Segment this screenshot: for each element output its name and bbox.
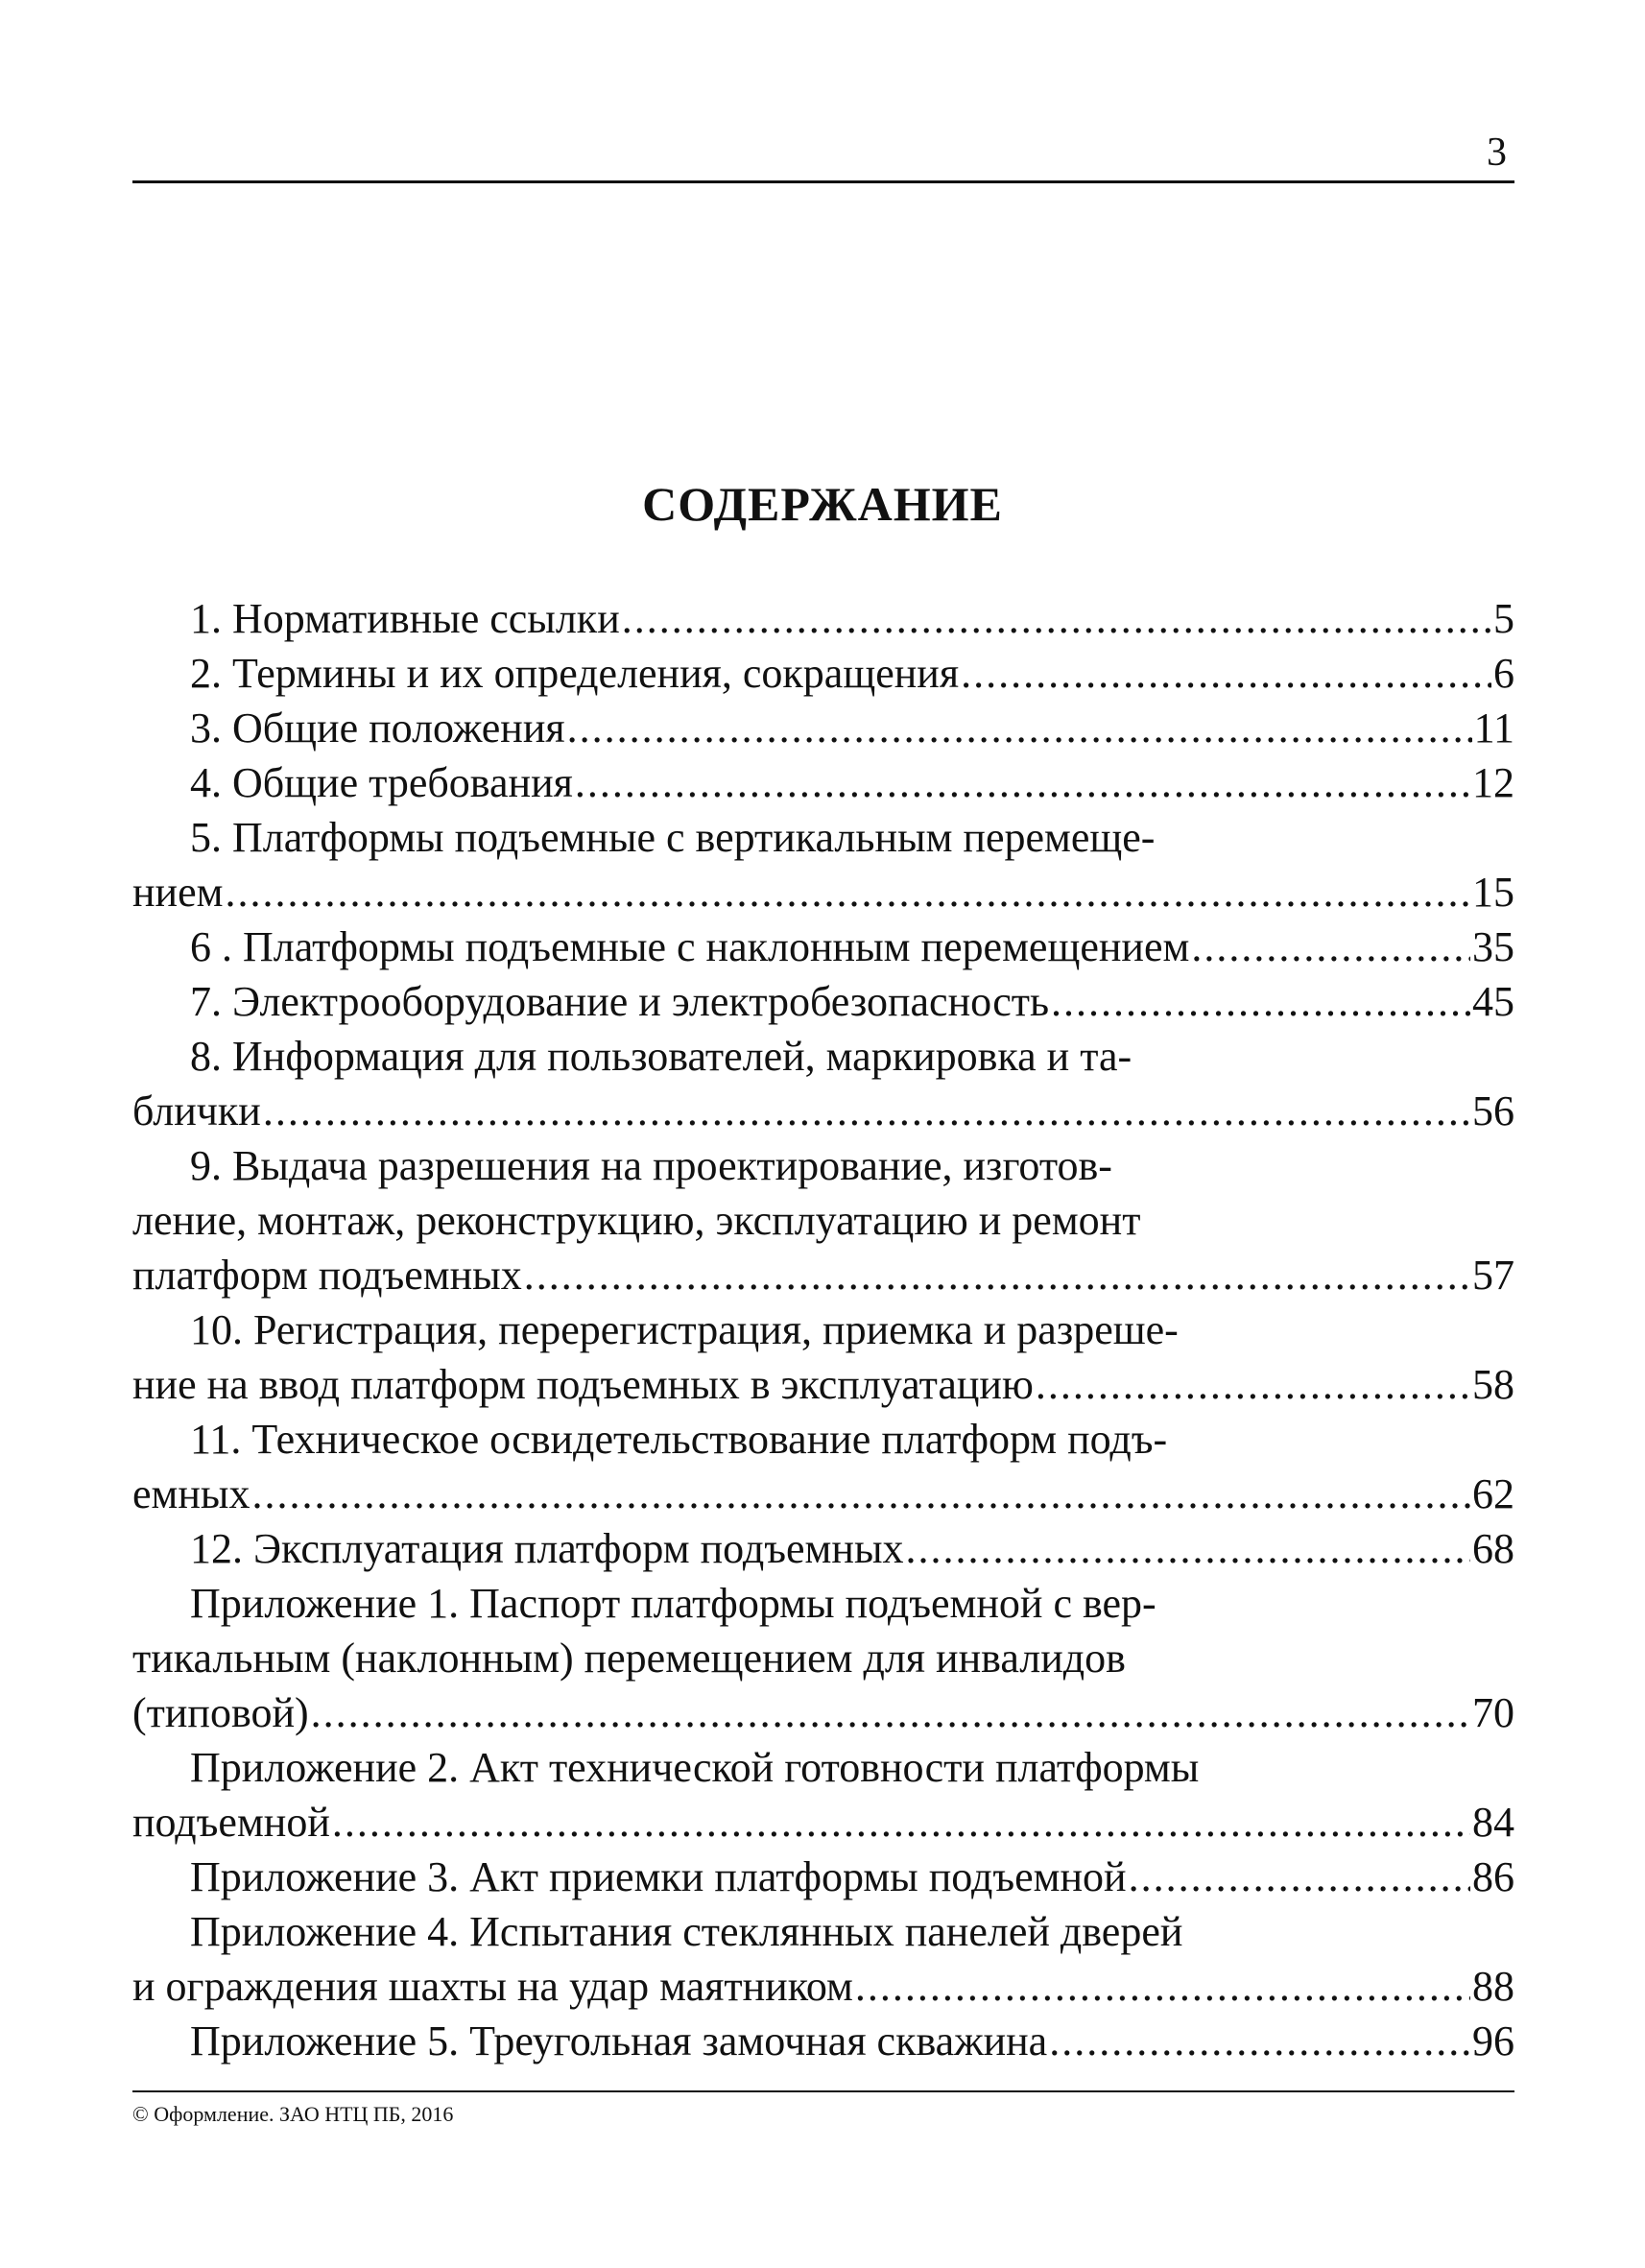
toc-entry-text: подъемной xyxy=(132,1799,330,1846)
toc-page-number: 88 xyxy=(1472,1963,1514,2010)
toc-entry-text: ние на ввод платформ подъемных в эксплуатацию xyxy=(132,1361,1034,1408)
dot-leader xyxy=(251,1467,1470,1521)
toc-entry-line: Приложение 4. Испытания стеклянных панелей дверей xyxy=(190,1908,1183,1955)
toc-entry-line: Приложение 2. Акт технической готовности платформы xyxy=(190,1744,1200,1791)
toc-entry-line: 9. Выдача разрешения на проектирование, изготов- xyxy=(190,1142,1112,1189)
dot-leader xyxy=(263,1084,1470,1138)
toc-page-number: 5 xyxy=(1493,595,1514,642)
toc-entry xyxy=(132,810,1514,919)
toc-page-number: 35 xyxy=(1472,923,1514,970)
toc-entry-line: 11. Техническое освидетельствование платформ подъ- xyxy=(190,1416,1168,1463)
toc-entry xyxy=(132,1850,1514,1904)
toc-entry-text: 2. Термины и их определения, сокращения xyxy=(190,650,960,697)
toc-entry-line: 8. Информация для пользователей, маркировка и та- xyxy=(190,1033,1132,1080)
toc-entry-row xyxy=(132,1084,1514,1138)
toc-entry-row xyxy=(132,974,1514,1029)
dot-leader xyxy=(567,701,1472,755)
toc-entry-text: (типовой) xyxy=(132,1689,309,1736)
header-rule xyxy=(132,180,1514,183)
toc-entry-row xyxy=(132,919,1514,974)
toc-entry xyxy=(132,1521,1514,1576)
toc-page-number: 15 xyxy=(1472,869,1514,916)
toc-entry-line: ление, монтаж, реконструкцию, эксплуатацию и ремонт xyxy=(132,1197,1141,1244)
toc-entry xyxy=(132,591,1514,646)
page-title: СОДЕРЖАНИЕ xyxy=(642,477,1003,531)
toc-page-number: 62 xyxy=(1472,1470,1514,1517)
toc-entry-text: Приложение 5. Треугольная замочная скважина xyxy=(190,2017,1048,2065)
toc-entry-text: 3. Общие положения xyxy=(190,704,565,752)
toc-entry xyxy=(132,1138,1514,1302)
toc-entry-text: блички xyxy=(132,1087,261,1134)
toc-entry-text: 12. Эксплуатация платформ подъемных xyxy=(190,1525,904,1572)
toc-entry-row xyxy=(132,755,1514,810)
dot-leader xyxy=(1036,1357,1470,1412)
toc-entry-text: 4. Общие требования xyxy=(190,759,573,806)
page-number: 3 xyxy=(1487,131,1507,175)
toc-entry xyxy=(132,1740,1514,1850)
toc-page-number: 68 xyxy=(1472,1525,1514,1572)
table-of-contents xyxy=(132,591,1514,2068)
toc-page-number: 12 xyxy=(1472,759,1514,806)
toc-entry-text: Приложение 3. Акт приемки платформы подъемной xyxy=(190,1853,1127,1900)
toc-entry-line: Приложение 1. Паспорт платформы подъемной с вер- xyxy=(190,1580,1156,1627)
footer-copyright: © Оформление. ЗАО НТЦ ПБ, 2016 xyxy=(132,2102,454,2126)
toc-entry-row xyxy=(132,1357,1514,1412)
toc-entry xyxy=(132,646,1514,701)
dot-leader xyxy=(311,1685,1470,1740)
toc-entry xyxy=(132,701,1514,755)
dot-leader xyxy=(524,1248,1470,1302)
dot-leader xyxy=(1129,1850,1470,1904)
toc-entry xyxy=(132,919,1514,974)
toc-entry-line: 10. Регистрация, перерегистрация, приемка и разреше- xyxy=(190,1306,1179,1353)
dot-leader xyxy=(622,591,1491,646)
toc-page-number: 70 xyxy=(1472,1689,1514,1736)
toc-page-number: 45 xyxy=(1472,978,1514,1025)
toc-entry-row xyxy=(132,2014,1514,2068)
toc-entry-row xyxy=(132,701,1514,755)
toc-page-number: 58 xyxy=(1472,1361,1514,1408)
dot-leader xyxy=(1051,974,1470,1029)
toc-page-number: 6 xyxy=(1493,650,1514,697)
dot-leader xyxy=(1191,919,1470,974)
toc-entry-text: 1. Нормативные ссылки xyxy=(190,595,620,642)
toc-page-number: 56 xyxy=(1472,1087,1514,1134)
toc-entry-row xyxy=(132,1467,1514,1521)
toc-page-number: 84 xyxy=(1472,1799,1514,1846)
toc-entry-text: 7. Электрооборудование и электробезопасность xyxy=(190,978,1050,1025)
toc-entry xyxy=(132,1576,1514,1740)
toc-entry-row xyxy=(132,1959,1514,2014)
dot-leader xyxy=(855,1959,1470,2014)
toc-entry-row xyxy=(132,591,1514,646)
toc-entry xyxy=(132,1029,1514,1138)
toc-entry-text: 6 . Платформы подъемные с наклонным перемещением xyxy=(190,923,1190,970)
toc-entry-text: платформ подъемных xyxy=(132,1252,522,1299)
toc-entry xyxy=(132,755,1514,810)
toc-page-number: 57 xyxy=(1472,1252,1514,1299)
toc-entry-row xyxy=(132,646,1514,701)
toc-page-number: 11 xyxy=(1473,704,1514,752)
dot-leader xyxy=(1049,2014,1470,2068)
toc-entry xyxy=(132,1412,1514,1521)
toc-entry-row xyxy=(132,1521,1514,1576)
toc-entry-row xyxy=(132,1795,1514,1850)
toc-entry-row xyxy=(132,865,1514,919)
toc-entry-row xyxy=(132,1685,1514,1740)
toc-entry-text: и ограждения шахты на удар маятником xyxy=(132,1963,853,2010)
toc-entry xyxy=(132,1302,1514,1412)
dot-leader xyxy=(332,1795,1470,1850)
toc-entry-row xyxy=(132,1850,1514,1904)
toc-entry-line: тикальным (наклонным) перемещением для инвалидов xyxy=(132,1635,1126,1682)
toc-entry-text: нием xyxy=(132,869,224,916)
toc-entry-line: 5. Платформы подъемные с вертикальным перемеще- xyxy=(190,814,1156,861)
dot-leader xyxy=(575,755,1470,810)
toc-entry-row xyxy=(132,1248,1514,1302)
toc-entry xyxy=(132,2014,1514,2068)
footer-rule xyxy=(132,2090,1514,2092)
toc-entry xyxy=(132,974,1514,1029)
dot-leader xyxy=(225,865,1470,919)
dot-leader xyxy=(961,646,1491,701)
toc-page-number: 96 xyxy=(1472,2017,1514,2065)
toc-page-number: 86 xyxy=(1472,1853,1514,1900)
toc-entry xyxy=(132,1904,1514,2014)
dot-leader xyxy=(906,1521,1470,1576)
toc-entry-text: емных xyxy=(132,1470,250,1517)
